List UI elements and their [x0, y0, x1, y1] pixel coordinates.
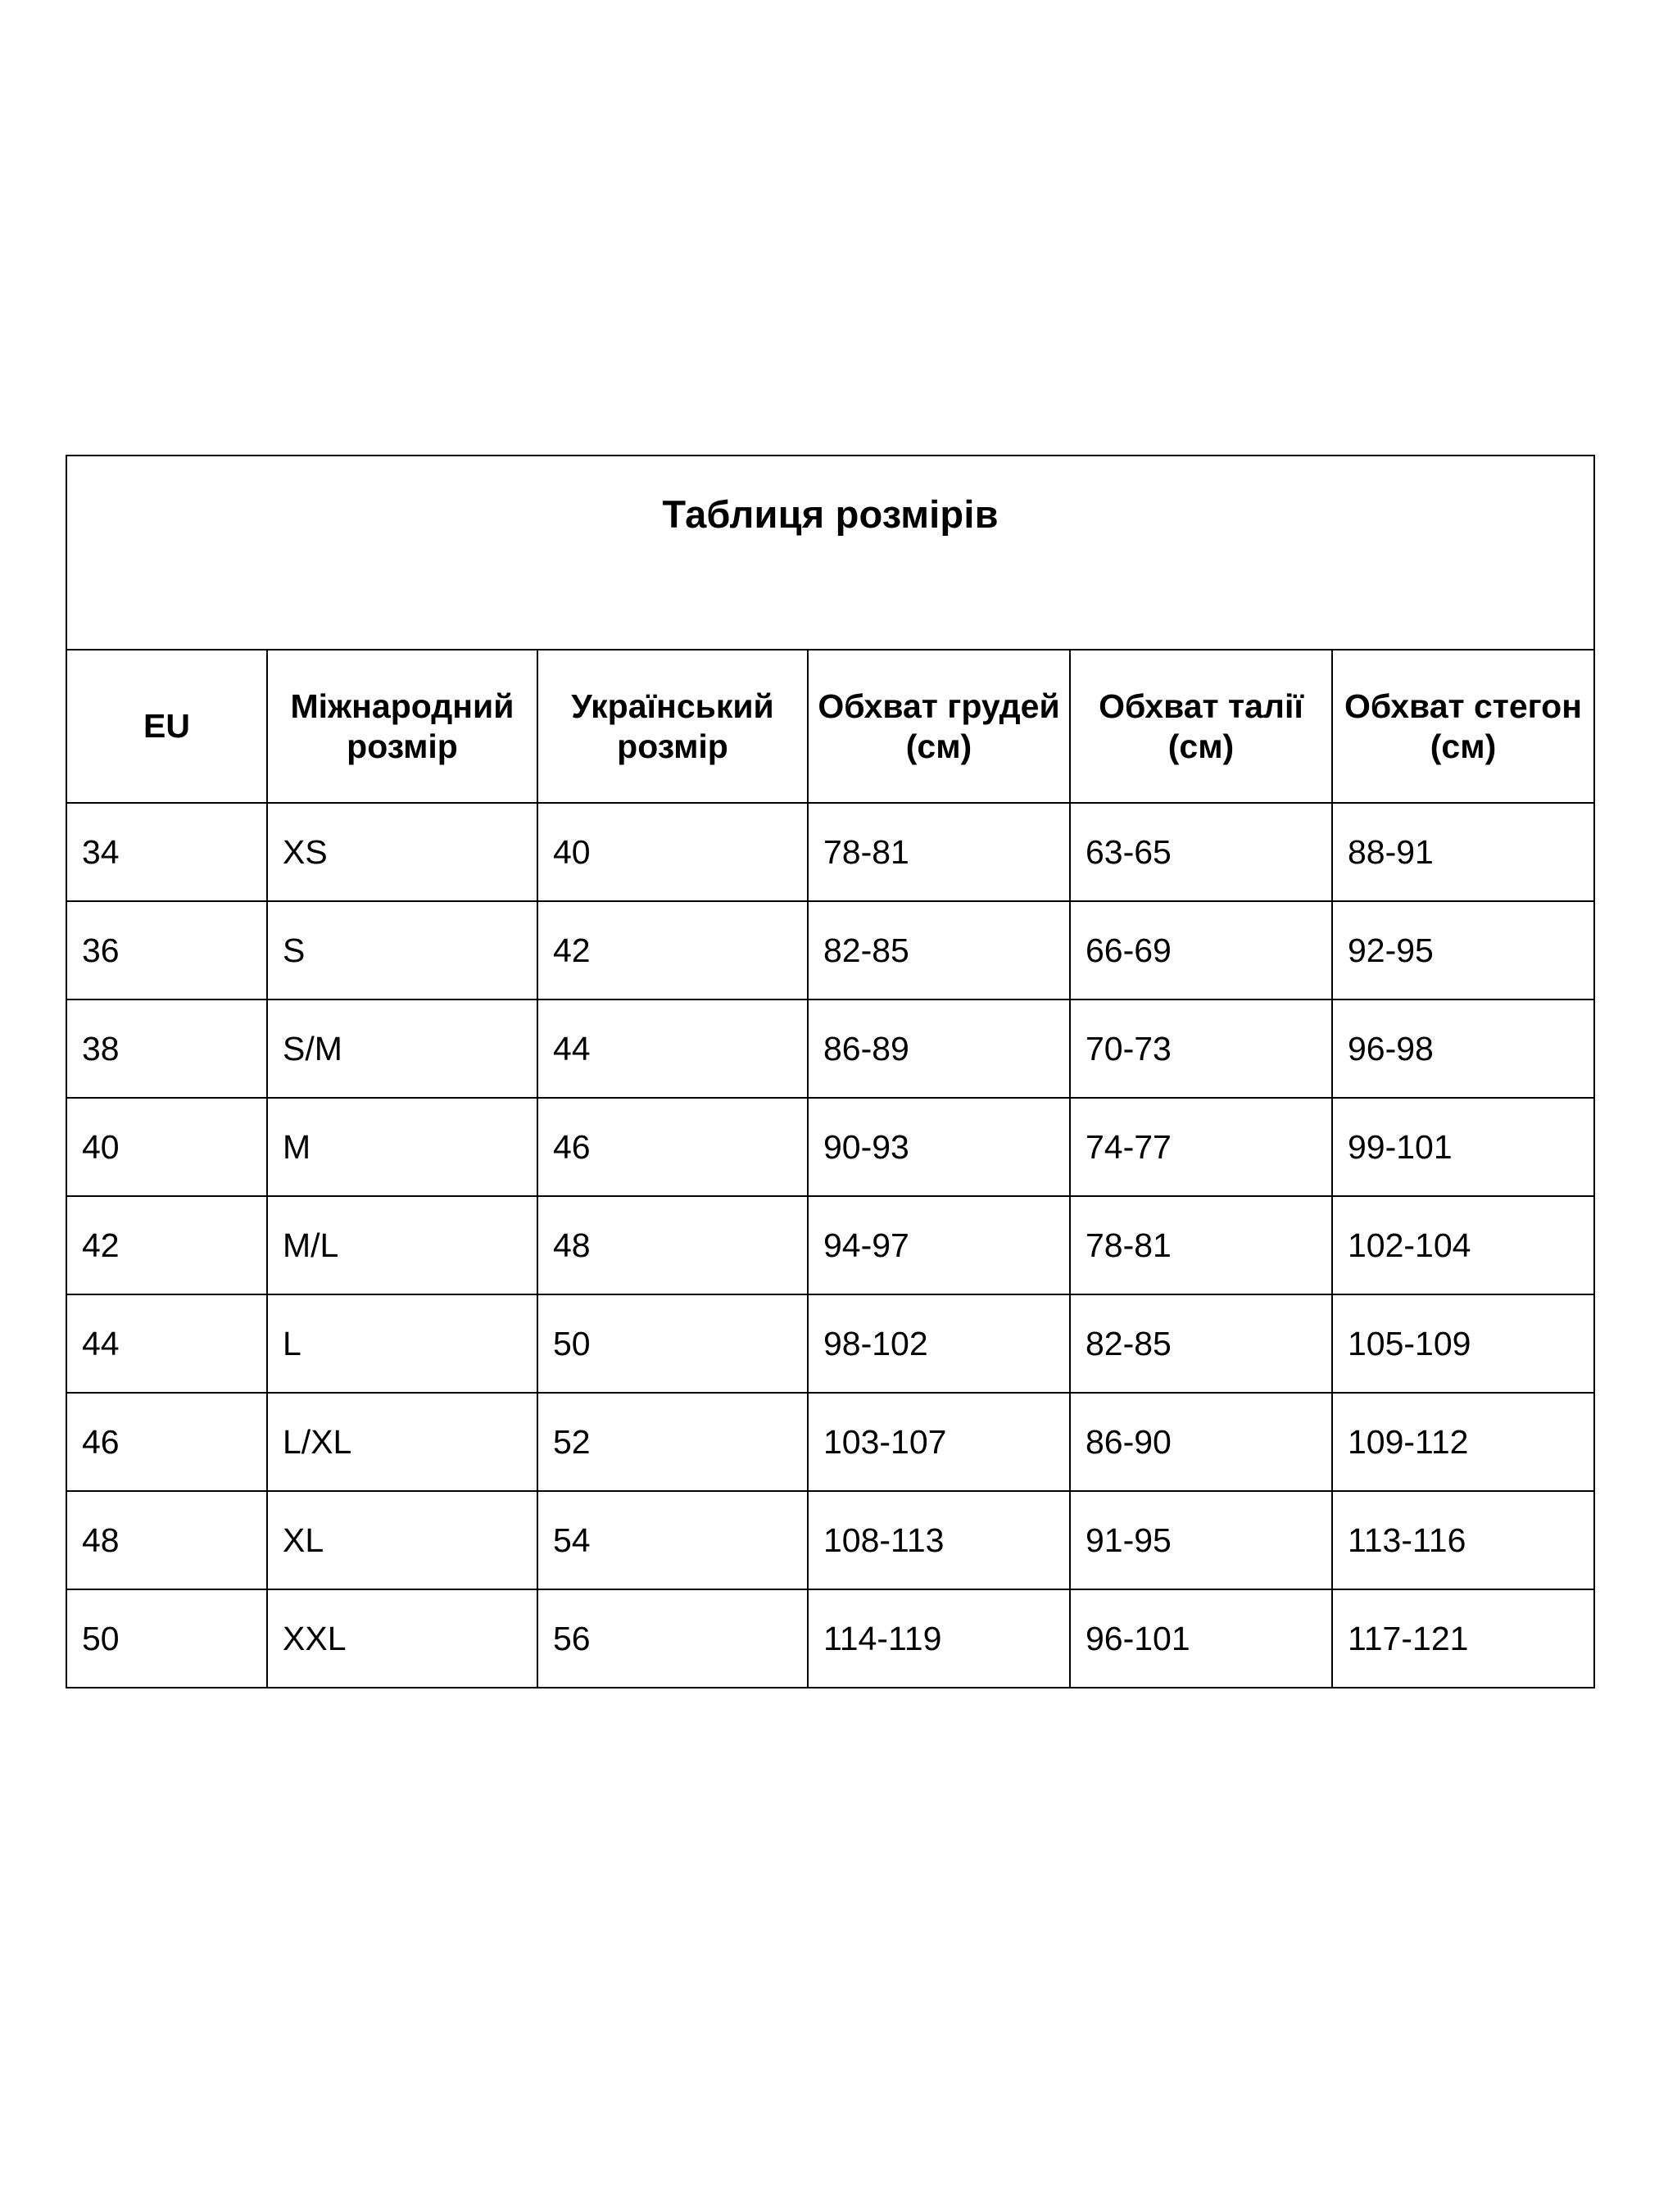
- table-row: [66, 803, 1594, 901]
- cell-waist: 74-77: [1070, 1098, 1332, 1196]
- table-row: [66, 1393, 1594, 1491]
- cell-chest: 78-81: [808, 803, 1070, 901]
- cell-chest: 103-107: [808, 1393, 1070, 1491]
- cell-ukrainian-size: 46: [537, 1098, 808, 1196]
- column-header-waist: Обхват талії (см): [1070, 650, 1332, 803]
- column-header-hips: Обхват стегон (см): [1332, 650, 1594, 803]
- cell-waist: 78-81: [1070, 1196, 1332, 1294]
- cell-hips: 105-109: [1332, 1294, 1594, 1393]
- cell-eu: 48: [66, 1491, 267, 1589]
- cell-international-size: XS: [267, 803, 537, 901]
- cell-chest: 86-89: [808, 999, 1070, 1098]
- cell-chest: 114-119: [808, 1589, 1070, 1688]
- cell-international-size: L/XL: [267, 1393, 537, 1491]
- column-header-eu: EU: [66, 650, 267, 803]
- table-header-row: [66, 650, 1594, 803]
- table-spacer-row: [66, 571, 1594, 650]
- cell-ukrainian-size: 54: [537, 1491, 808, 1589]
- cell-chest: 108-113: [808, 1491, 1070, 1589]
- page-title: Таблиця розмірів: [66, 456, 1594, 571]
- cell-eu: 50: [66, 1589, 267, 1688]
- table-row: [66, 1589, 1594, 1688]
- cell-international-size: S: [267, 901, 537, 999]
- cell-eu: 38: [66, 999, 267, 1098]
- cell-chest: 98-102: [808, 1294, 1070, 1393]
- cell-hips: 113-116: [1332, 1491, 1594, 1589]
- cell-waist: 82-85: [1070, 1294, 1332, 1393]
- cell-ukrainian-size: 44: [537, 999, 808, 1098]
- cell-international-size: L: [267, 1294, 537, 1393]
- table-row: [66, 1098, 1594, 1196]
- cell-ukrainian-size: 50: [537, 1294, 808, 1393]
- cell-chest: 82-85: [808, 901, 1070, 999]
- cell-hips: 99-101: [1332, 1098, 1594, 1196]
- cell-hips: 102-104: [1332, 1196, 1594, 1294]
- table-row: [66, 1196, 1594, 1294]
- table-row: [66, 1294, 1594, 1393]
- cell-waist: 91-95: [1070, 1491, 1332, 1589]
- table-row: [66, 999, 1594, 1098]
- cell-ukrainian-size: 40: [537, 803, 808, 901]
- cell-international-size: M: [267, 1098, 537, 1196]
- cell-waist: 96-101: [1070, 1589, 1332, 1688]
- cell-waist: 63-65: [1070, 803, 1332, 901]
- cell-ukrainian-size: 56: [537, 1589, 808, 1688]
- cell-ukrainian-size: 52: [537, 1393, 808, 1491]
- cell-hips: 117-121: [1332, 1589, 1594, 1688]
- cell-eu: 36: [66, 901, 267, 999]
- cell-international-size: XL: [267, 1491, 537, 1589]
- cell-waist: 86-90: [1070, 1393, 1332, 1491]
- cell-international-size: XXL: [267, 1589, 537, 1688]
- cell-waist: 70-73: [1070, 999, 1332, 1098]
- column-header-ukrainian-size: Український розмір: [537, 650, 808, 803]
- size-chart-table: [66, 455, 1595, 1688]
- column-header-chest: Обхват грудей (см): [808, 650, 1070, 803]
- cell-chest: 90-93: [808, 1098, 1070, 1196]
- column-header-international-size: Міжнародний розмір: [267, 650, 537, 803]
- cell-hips: 96-98: [1332, 999, 1594, 1098]
- spacer-cell: [66, 571, 1594, 650]
- size-chart-container: [66, 455, 1593, 1688]
- cell-ukrainian-size: 42: [537, 901, 808, 999]
- cell-ukrainian-size: 48: [537, 1196, 808, 1294]
- cell-eu: 42: [66, 1196, 267, 1294]
- cell-eu: 44: [66, 1294, 267, 1393]
- cell-eu: 40: [66, 1098, 267, 1196]
- cell-eu: 34: [66, 803, 267, 901]
- cell-international-size: M/L: [267, 1196, 537, 1294]
- cell-hips: 92-95: [1332, 901, 1594, 999]
- cell-chest: 94-97: [808, 1196, 1070, 1294]
- cell-international-size: S/M: [267, 999, 537, 1098]
- table-title-row: [66, 456, 1594, 571]
- cell-eu: 46: [66, 1393, 267, 1491]
- cell-hips: 88-91: [1332, 803, 1594, 901]
- cell-hips: 109-112: [1332, 1393, 1594, 1491]
- cell-waist: 66-69: [1070, 901, 1332, 999]
- table-row: [66, 901, 1594, 999]
- table-row: [66, 1491, 1594, 1589]
